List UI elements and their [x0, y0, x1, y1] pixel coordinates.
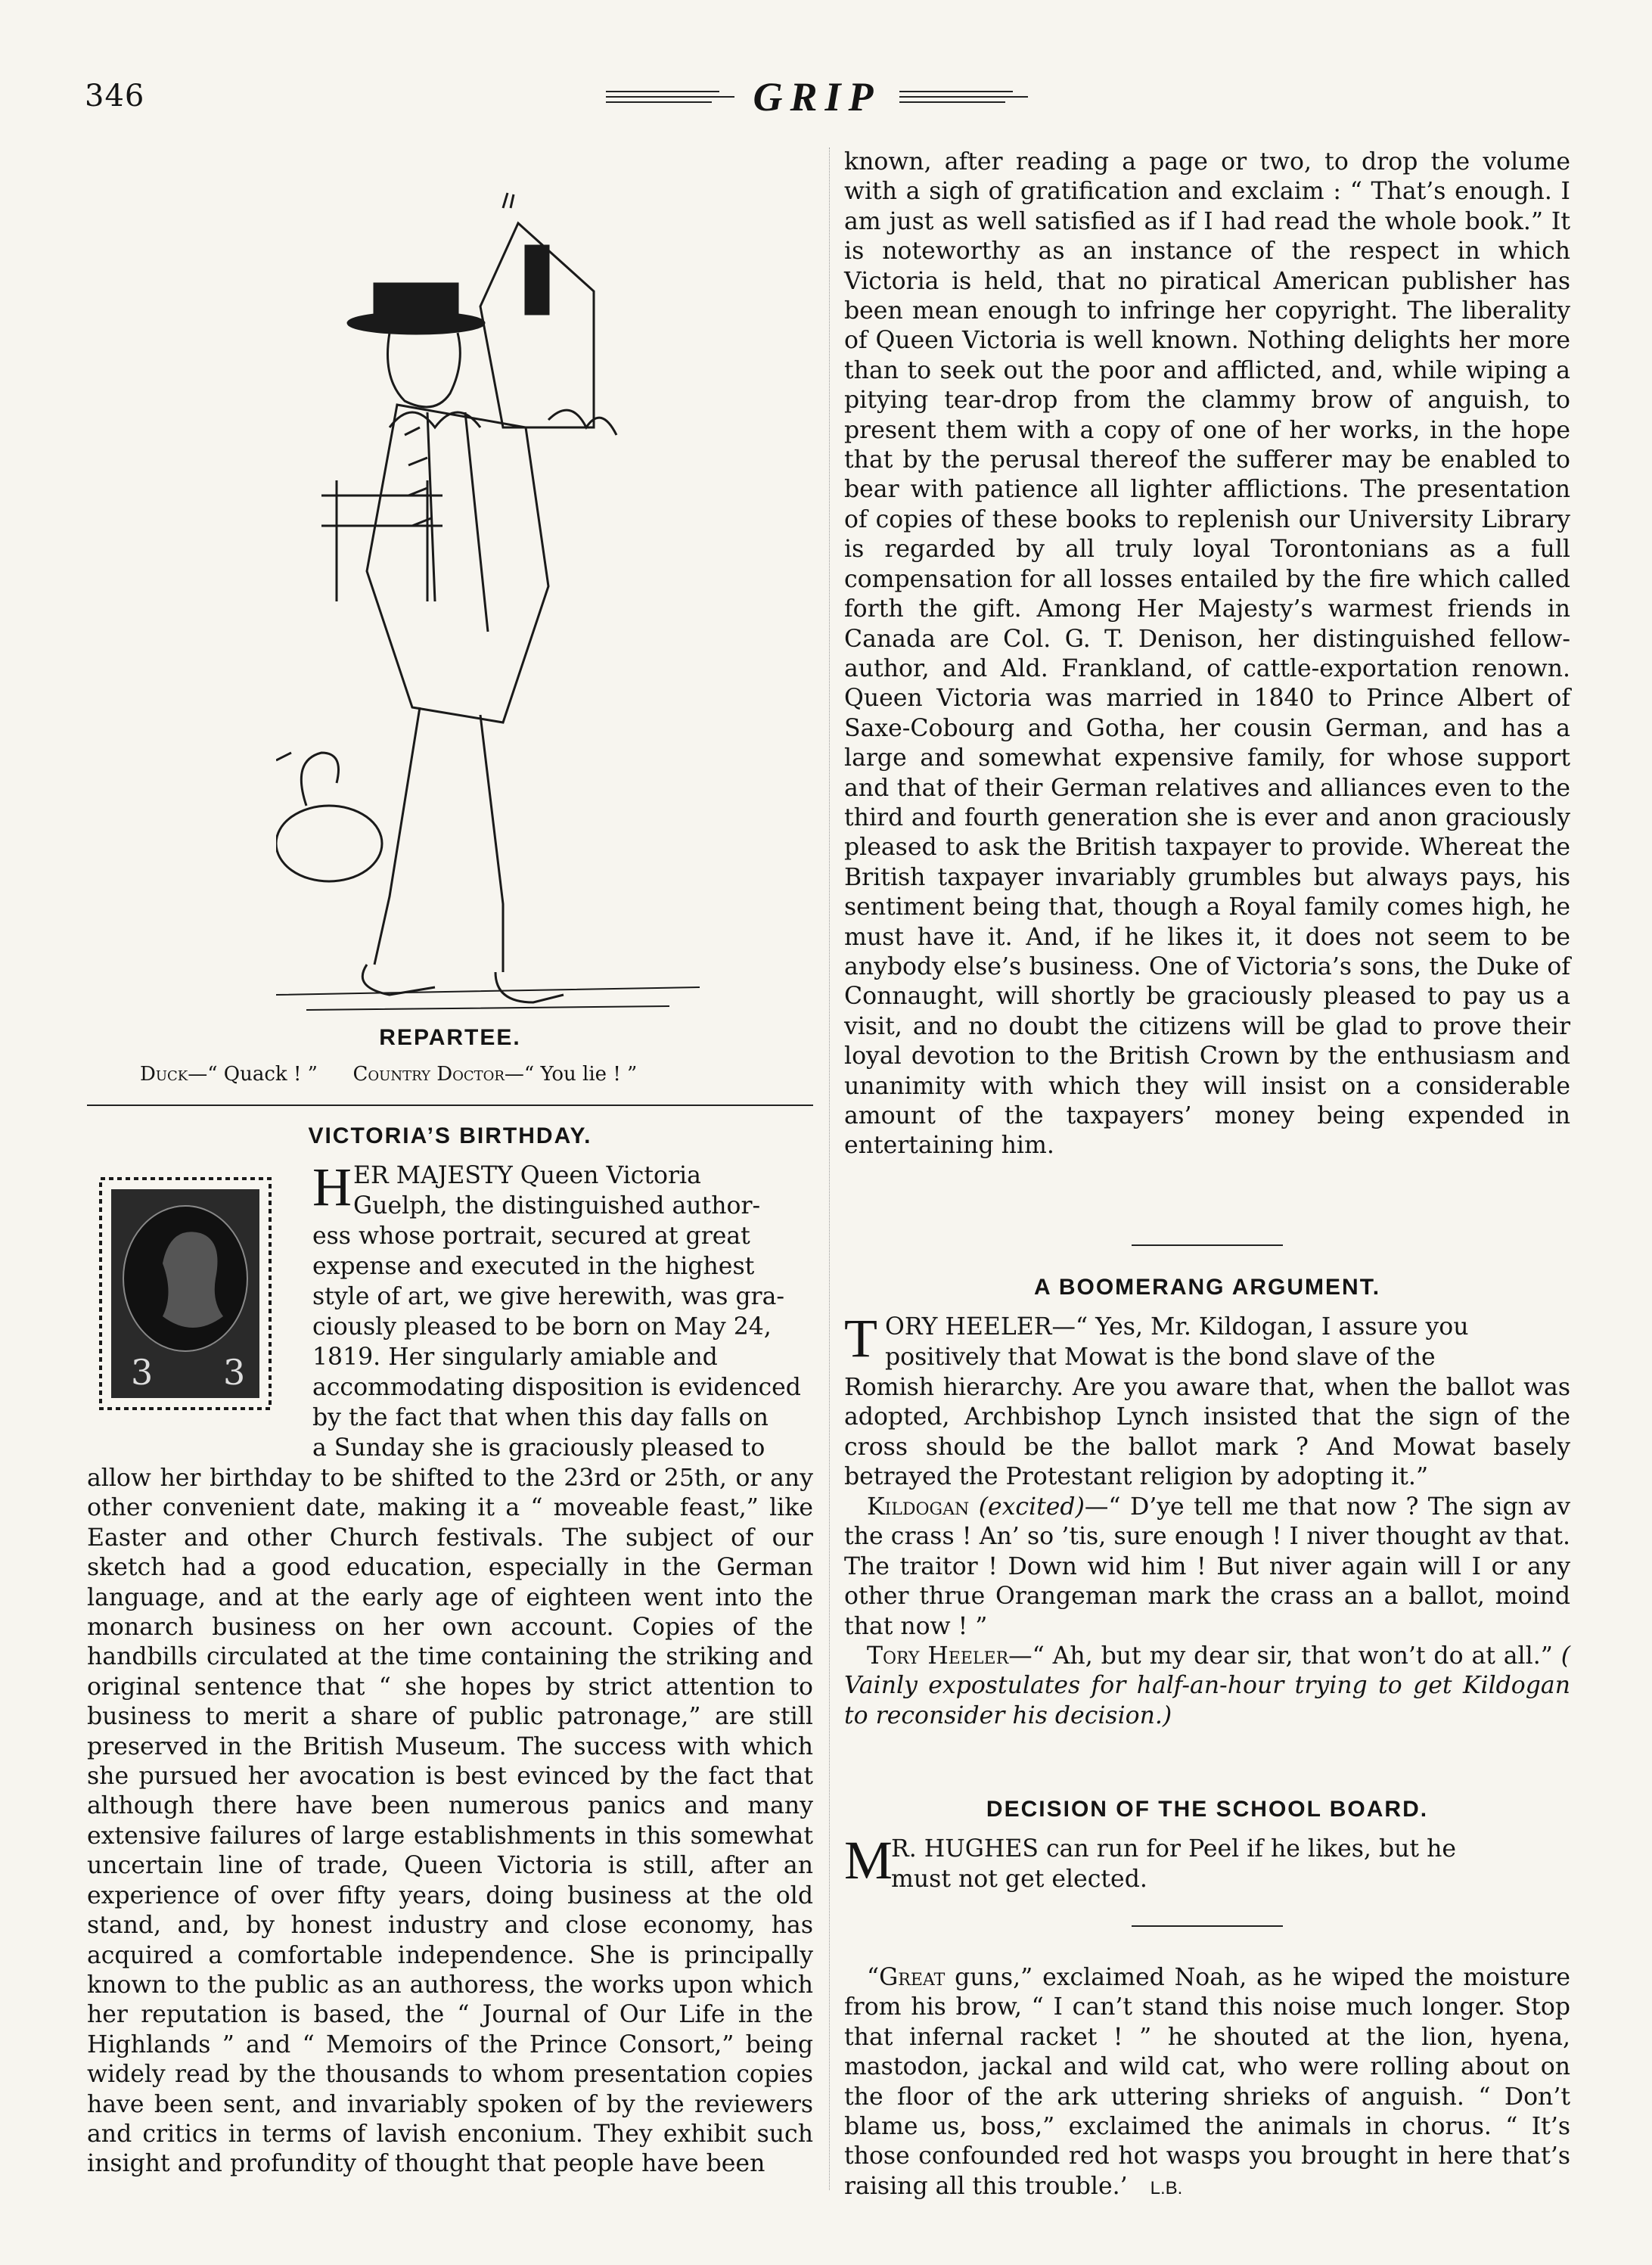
wrap-line: Guelph, the distinguished author-: [353, 1192, 761, 1219]
school-board-line-2: must not get elected.: [891, 1866, 1147, 1893]
boomerang-para-2: [844, 1493, 1570, 1642]
wrap-line: ciously pleased to be born on May 24,: [312, 1313, 772, 1341]
short-divider-2: [1132, 1925, 1283, 1927]
masthead-title: GRIP: [753, 74, 881, 120]
tory-direction: ( Vainly expostulates for half-an-hour trying to get Kildogan to reconsider his decision.): [844, 1642, 1571, 1729]
kildogan-speaker: Kildogan: [867, 1493, 970, 1521]
coat-drawing: [367, 405, 548, 722]
left-column: [87, 148, 813, 2220]
duck-line: —“ Quack ! ”: [188, 1063, 318, 1086]
tory-text: —“ Ah, but my dear sir, that won’t do at all.”: [1008, 1642, 1553, 1670]
boomerang-line-1: ORY HEELER—“ Yes, Mr. Kildogan, I assure you: [885, 1313, 1469, 1341]
cartoon-illustration: [276, 178, 700, 1025]
kildogan-direction: (excited): [978, 1493, 1085, 1521]
stamp-denomination-right: 3: [223, 1352, 246, 1393]
right-column: [844, 148, 1570, 2220]
cartoon-caption: [110, 1063, 843, 1086]
section-divider: [87, 1105, 813, 1106]
noah-signature: L.B.: [1150, 2177, 1183, 2198]
column-rule: [829, 148, 830, 2190]
noah-lead-word: Great: [879, 1964, 946, 1991]
boomerang-drop-cap: T: [844, 1308, 877, 1369]
wrap-line: ER MAJESTY Queen Victoria: [353, 1162, 701, 1189]
noah-text: guns,” exclaimed Noah, as he wiped the moisture from his brow, “ I can’t stand this noise much longer. Stop that infernal racket ! ” he shouted at the lion, hyena, mastodon, jackal and wild cat, who were rolling about on the floor of the ark uttering shrieks of anguish. “ Don’t blame us, boss,” exclaimed the animals in chorus. “ It’s those confounded red hot wasps you brought in here that’s raising all this trouble.’: [844, 1964, 1570, 2200]
noah-open-quote: “: [867, 1964, 880, 1991]
school-board-drop-cap: M: [844, 1830, 893, 1891]
masthead-rule-left: [606, 91, 734, 103]
birthday-body: allow her birthday to be shifted to the 23rd or 25th, or any other convenient date, making it a “ moveable feast,” like Easter and other Church festivals. The subject of our sketch had a good education, especially in the German language, and at the early age of eighteen went into the monarch business on her own account. Copies of the handbills circulated at the time containing the striking and original sentence that “ she hopes by strict attention to business to merit a share of public patronage,” are still preserved in the British Museum. The success with which she pursued her avocation is best evinced by the fact that although there have been numerous panics and many extensive failures of large establishments in this somewhat uncertain line of trade, Queen Victoria is still, after an experience of over fifty years, doing business at the old stand, and, by honest industry and close economy, has acquired a comfortable independence. She is principally known to the public as an authoress, the works upon which her reputation is based, the “ Journal of Our Life in the Highlands ” and “ Memoirs of the Prince Consort,” being widely read by the thousands to whom presentation copies have been sent, and invariably spoken of by the reviewers and critics in terms of lavish enconium. They exhibit such insight and profundity of thought that people have been: [87, 1465, 813, 2178]
noah-paragraph: [844, 1963, 1570, 2203]
wrap-line: style of art, we give herewith, was gra-: [312, 1283, 785, 1310]
wrap-line: 1819. Her singularly amiable and: [312, 1344, 718, 1371]
boots-drawing: [362, 965, 564, 1002]
boomerang-para-1: Romish hierarchy. Are you aware that, when the ballot was adopted, Archbishop Lynch insisted that the sign of the cross should be the ballot mark ? And Mowat basely betrayed the Protestant religion by adopting it.”: [844, 1374, 1570, 1491]
masthead: [552, 74, 1082, 120]
boomerang-para-3: [844, 1642, 1570, 1731]
boomerang-line-2: positively that Mowat is the bond slave of the: [885, 1344, 1436, 1371]
doctor-speaker: Country Doctor: [352, 1063, 505, 1086]
school-board-line-1: R. HUGHES can run for Peel if he likes, but he: [891, 1835, 1457, 1863]
wrap-line: ess whose portrait, secured at great: [312, 1223, 750, 1250]
boomerang-headline: A BOOMERANG ARGUMENT.: [1033, 1275, 1381, 1300]
duck-speaker: Duck: [140, 1063, 188, 1086]
school-board-headline: DECISION OF THE SCHOOL BOARD.: [986, 1797, 1429, 1822]
birthday-continuation: known, after reading a page or two, to drop the volume with a sigh of gratification and exclaim : “ That’s enough. I am just as well satisfied as if I had read the whole book.” It is noteworthy as an instance of the respect in which Victoria is held, that no piratical American publisher has been mean enough to infringe her copyright. The liberality of Queen Victoria is well known. Nothing delights her more than to seek out the poor and afflicted, and, while wiping a pitying tear-drop from the clammy brow of anguish, to present them with a copy of one of her works, in the hope that by the perusal thereof the sufferer may be enabled to bear with patience all lighter afflictions. The presentation of copies of these books to replenish our University Library is regarded by all truly loyal Torontonians as a full compensation for all losses entailed by the fire which called forth the gift. Among Her Majesty’s warmest friends in Canada are Col. G. T. Denison, her distinguished fellow-author, and Ald. Frankland, of cattle-exportation renown. Queen Victoria was married in 1840 to Prince Albert of Saxe-Cobourg and Gotha, her cousin German, and has a large and somewhat expensive family, for whose support and that of their German relatives and alliances even to the third and fourth generation she is ever and anon graciously pleased to ask the British taxpayer to provide. Whereat the British taxpayer invariably grumbles but always pays, his sentiment being that, though a Royal family comes high, he must have it. And, if he likes it, it does not seem to be anybody else’s business. One of Victoria’s sons, the Duke of Connaught, will shortly be graciously pleased to pay us a visit, and no doubt the citizens will be glad to prove their loyal devotion to the British Crown by the enthusiasm and unanimity with which they will insist on a considerable amount of the taxpayers’ money being expended in entertaining him.: [844, 148, 1570, 1160]
birthday-drop-cap: H: [312, 1157, 352, 1217]
masthead-rule-right: [899, 91, 1028, 103]
short-divider: [1132, 1244, 1283, 1246]
birthday-headline: VICTORIA’S BIRTHDAY.: [308, 1123, 592, 1148]
chimney-drawing: [526, 246, 548, 314]
kildogan-text: —“ D’ye tell me that now ? The sign av the crass ! An’ so ’tis, sure enough ! I niver thought av that. The traitor ! Down wid him ! But niver again will I or any other thrue Orangeman mark the crass an a ballot, moind that now ! ”: [844, 1493, 1570, 1640]
page-number: 346: [85, 79, 145, 113]
wrap-line: expense and executed in the highest: [312, 1253, 755, 1280]
wrap-line: accommodating disposition is evidenced: [312, 1374, 801, 1401]
doctor-line: —“ You lie ! ”: [504, 1063, 638, 1086]
wrap-line: a Sunday she is graciously pleased to: [312, 1434, 765, 1462]
queen-stamp-portrait: [95, 1173, 276, 1415]
stamp-denomination-left: 3: [131, 1352, 154, 1393]
cartoon-title: REPARTEE.: [379, 1025, 521, 1050]
tory-speaker: Tory Heeler: [867, 1642, 1009, 1670]
wrap-line: by the fact that when this day falls on: [312, 1404, 769, 1431]
duck-drawing: [276, 806, 382, 881]
